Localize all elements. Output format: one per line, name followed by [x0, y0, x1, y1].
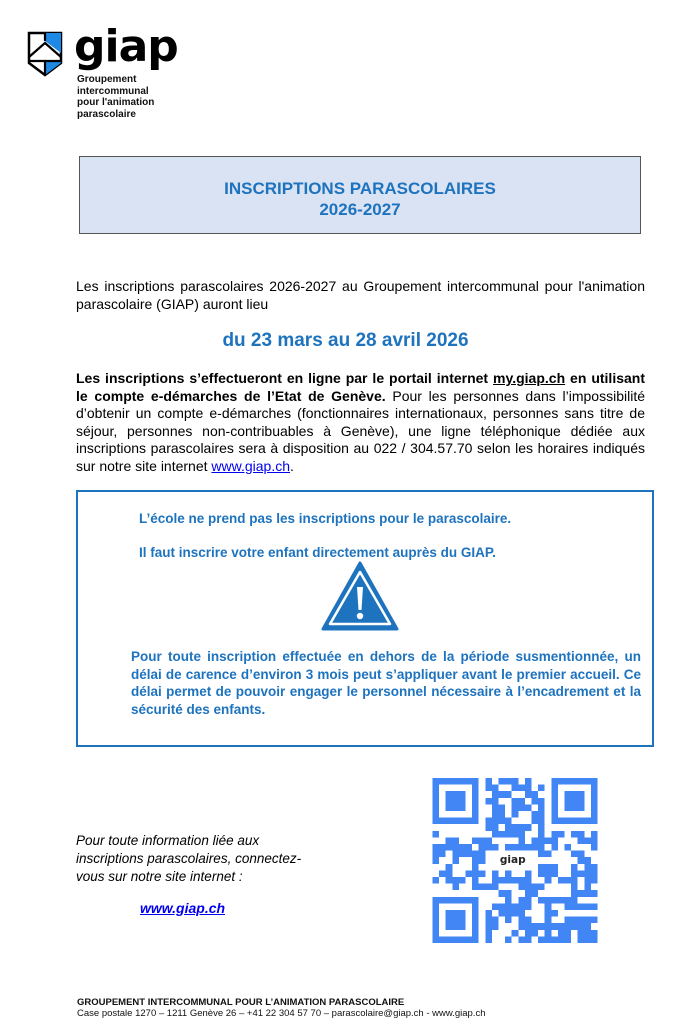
qr-module — [565, 930, 572, 937]
qr-module — [466, 844, 473, 851]
qr-module — [492, 798, 499, 805]
qr-module — [472, 837, 479, 844]
qr-module — [518, 785, 525, 792]
qr-module — [439, 844, 446, 851]
main-text-end: . — [290, 457, 294, 474]
qr-module — [532, 818, 539, 825]
qr-module — [452, 844, 459, 851]
qr-module — [512, 831, 519, 838]
qr-module — [439, 851, 446, 858]
qr-module — [525, 870, 532, 877]
my-giap-link[interactable]: my.giap.ch — [493, 370, 566, 386]
qr-module — [551, 844, 558, 851]
page-title-year: 2026-2027 — [319, 200, 401, 219]
main-paragraph — [76, 370, 645, 475]
qr-module — [584, 923, 591, 930]
info-line: Pour toute information liée aux — [76, 833, 260, 848]
qr-module — [591, 870, 598, 877]
qr-module — [459, 851, 466, 858]
qr-module — [525, 917, 532, 924]
qr-module — [571, 884, 578, 891]
qr-module — [525, 804, 532, 811]
qr-module — [452, 877, 459, 884]
qr-module — [591, 831, 598, 838]
qr-module — [578, 923, 585, 930]
qr-module — [492, 791, 499, 798]
qr-module — [578, 837, 585, 844]
qr-module — [446, 870, 453, 877]
qr-module — [505, 877, 512, 884]
qr-module — [558, 877, 565, 884]
qr-module — [492, 917, 499, 924]
qr-module — [538, 831, 545, 838]
qr-module — [479, 884, 486, 891]
qr-module — [492, 818, 499, 825]
footer-organisation: GROUPEMENT INTERCOMMUNAL POUR L’ANIMATION PARASCOLAIRE — [77, 997, 405, 1008]
qr-module — [558, 930, 565, 937]
qr-module — [551, 870, 558, 877]
qr-module — [545, 917, 552, 924]
qr-module — [571, 897, 578, 904]
qr-module — [532, 844, 539, 851]
qr-module — [525, 785, 532, 792]
qr-module — [565, 917, 572, 924]
qr-module — [591, 877, 598, 884]
qr-module — [505, 824, 512, 831]
qr-module — [538, 864, 545, 871]
qr-module — [492, 804, 499, 811]
qr-module — [565, 877, 572, 884]
logo-subtitle-line: pour l'animation — [77, 97, 155, 108]
qr-module — [505, 903, 512, 910]
qr-module — [512, 804, 519, 811]
qr-module — [512, 910, 519, 917]
qr-module — [538, 851, 545, 858]
qr-module — [532, 811, 539, 818]
qr-module — [591, 917, 598, 924]
qr-module — [538, 824, 545, 831]
qr-module — [538, 798, 545, 805]
notice-line-giap: Il faut inscrire votre enfant directement auprès du GIAP. — [139, 545, 496, 560]
qr-module — [485, 824, 492, 831]
qr-module — [512, 811, 519, 818]
qr-module — [591, 844, 598, 851]
qr-module — [485, 837, 492, 844]
qr-module — [532, 890, 539, 897]
qr-module — [545, 923, 552, 930]
qr-module — [538, 785, 545, 792]
qr-module — [525, 791, 532, 798]
qr-module — [433, 851, 440, 858]
qr-module — [571, 864, 578, 871]
qr-module — [584, 936, 591, 943]
qr-module — [518, 917, 525, 924]
footer-contact: Case postale 1270 – 1211 Genève 26 – +41 22 304 57 70 – parascolaire@giap.ch - www.giap.ch — [77, 1008, 486, 1019]
qr-module — [518, 923, 525, 930]
qr-module — [512, 778, 519, 785]
qr-module — [472, 857, 479, 864]
qr-module — [525, 936, 532, 943]
info-line: vous sur notre site internet : — [76, 869, 243, 884]
qr-module — [485, 923, 492, 930]
qr-module — [578, 917, 585, 924]
qr-module — [584, 870, 591, 877]
qr-module — [545, 910, 552, 917]
qr-module — [571, 890, 578, 897]
qr-module — [578, 831, 585, 838]
notice-paragraph: Pour toute inscription effectuée en dehors de la période susmentionnée, un délai de carence d’environ 3 mois peut s’appliquer avant le premier accueil. Ce délai permet de pouvoir engager le personnel nécessaire à l’encadrement et la sécurité des enfants. — [131, 649, 641, 717]
logo-subtitle-line: intercommunal — [77, 85, 149, 97]
qr-module — [578, 851, 585, 858]
qr-module — [538, 936, 545, 943]
qr-module — [499, 890, 506, 897]
qr-module — [512, 877, 519, 884]
qr-module — [525, 923, 532, 930]
qr-module — [545, 903, 552, 910]
qr-module — [545, 930, 552, 937]
qr-module — [505, 778, 512, 785]
qr-module — [499, 811, 506, 818]
qr-module — [584, 884, 591, 891]
qr-module — [525, 890, 532, 897]
qr-module — [518, 798, 525, 805]
qr-module — [512, 844, 519, 851]
qr-module — [505, 910, 512, 917]
qr-module — [584, 890, 591, 897]
qr-module — [565, 897, 572, 904]
qr-module — [558, 897, 565, 904]
logo-subtitle — [77, 74, 154, 120]
qr-module — [452, 837, 459, 844]
qr-module — [584, 877, 591, 884]
qr-finder-center — [446, 791, 466, 811]
info-line: inscriptions parascolaires, connectez- — [76, 851, 302, 866]
qr-module — [479, 857, 486, 864]
page-title: INSCRIPTIONS PARASCOLAIRES — [224, 179, 496, 198]
logo-subtitle-line: Groupement — [77, 74, 137, 85]
qr-module — [466, 851, 473, 858]
qr-module — [512, 930, 519, 937]
qr-module — [538, 884, 545, 891]
qr-module — [545, 864, 552, 871]
qr-module — [479, 851, 486, 858]
qr-code[interactable] — [430, 778, 600, 943]
footer — [77, 997, 485, 1019]
qr-module — [532, 884, 539, 891]
qr-module — [551, 936, 558, 943]
qr-module — [578, 857, 585, 864]
main-bold-text: Les inscriptions s’effectueront en ligne par le portail internet — [76, 370, 494, 386]
qr-module — [571, 870, 578, 877]
qr-module — [525, 884, 532, 891]
qr-module — [518, 936, 525, 943]
qr-module — [518, 897, 525, 904]
qr-module — [512, 824, 519, 831]
title-box — [79, 156, 641, 234]
qr-module — [452, 884, 459, 891]
qr-module — [525, 897, 532, 904]
qr-module — [584, 930, 591, 937]
qr-module — [545, 837, 552, 844]
qr-module — [492, 923, 499, 930]
qr-module — [446, 864, 453, 871]
qr-module — [518, 837, 525, 844]
qr-module — [551, 837, 558, 844]
info-website-link[interactable]: www.giap.ch — [140, 900, 226, 916]
qr-module — [525, 903, 532, 910]
qr-module — [525, 824, 532, 831]
qr-module — [571, 877, 578, 884]
qr-module — [485, 818, 492, 825]
qr-module — [538, 897, 545, 904]
qr-module — [591, 903, 598, 910]
qr-module — [472, 864, 479, 871]
warning-icon — [320, 560, 400, 632]
qr-module — [446, 877, 453, 884]
qr-module — [545, 877, 552, 884]
qr-module — [492, 884, 499, 891]
qr-module — [518, 844, 525, 851]
qr-module — [505, 831, 512, 838]
qr-module — [545, 897, 552, 904]
qr-module — [591, 837, 598, 844]
qr-module — [505, 917, 512, 924]
qr-module — [492, 844, 499, 851]
qr-module — [558, 923, 565, 930]
qr-module — [452, 857, 459, 864]
qr-module — [532, 837, 539, 844]
qr-module — [505, 890, 512, 897]
qr-module — [485, 778, 492, 785]
qr-module — [584, 857, 591, 864]
giap-logo-wordmark: giap — [74, 21, 178, 72]
qr-module — [505, 870, 512, 877]
qr-module — [499, 791, 506, 798]
logo-subtitle-line: parascolaire — [77, 108, 136, 120]
qr-module — [551, 910, 558, 917]
qr-module — [565, 903, 572, 910]
qr-module — [571, 851, 578, 858]
qr-module — [551, 923, 558, 930]
qr-module — [565, 936, 572, 943]
qr-module — [551, 831, 558, 838]
qr-module — [565, 844, 572, 851]
qr-module — [565, 923, 572, 930]
qr-module — [499, 778, 506, 785]
qr-module — [518, 903, 525, 910]
qr-module — [433, 877, 440, 884]
qr-module — [472, 884, 479, 891]
qr-module — [584, 903, 591, 910]
qr-module — [499, 831, 506, 838]
qr-module — [518, 831, 525, 838]
main-bold-text-2: en utilisant le compte e-démarches de l’Etat de Genève. — [76, 370, 645, 404]
qr-module — [538, 811, 545, 818]
qr-module — [479, 870, 486, 877]
qr-module — [584, 837, 591, 844]
qr-module — [518, 910, 525, 917]
qr-module — [538, 818, 545, 825]
qr-module — [505, 936, 512, 943]
registration-dates: du 23 mars au 28 avril 2026 — [222, 330, 469, 351]
qr-module — [532, 791, 539, 798]
qr-module — [578, 930, 585, 937]
qr-module — [518, 877, 525, 884]
qr-module — [433, 831, 440, 838]
qr-module — [492, 824, 499, 831]
qr-module — [538, 837, 545, 844]
qr-module — [512, 903, 519, 910]
qr-module — [433, 857, 440, 864]
qr-module — [485, 936, 492, 943]
qr-module — [538, 923, 545, 930]
qr-module — [538, 844, 545, 851]
qr-module — [525, 930, 532, 937]
qr-module — [492, 903, 499, 910]
qr-module — [512, 785, 519, 792]
qr-module — [472, 851, 479, 858]
qr-finder-center — [565, 791, 585, 811]
qr-module — [571, 923, 578, 930]
qr-module — [439, 870, 446, 877]
qr-module — [505, 897, 512, 904]
qr-module — [578, 890, 585, 897]
qr-module — [532, 923, 539, 930]
qr-module — [492, 785, 499, 792]
qr-module — [518, 804, 525, 811]
qr-module — [571, 903, 578, 910]
qr-module — [532, 798, 539, 805]
qr-module — [525, 778, 532, 785]
qr-module — [472, 877, 479, 884]
qr-module — [492, 870, 499, 877]
qr-module — [518, 824, 525, 831]
qr-module — [479, 837, 486, 844]
qr-module — [499, 818, 506, 825]
giap-website-link[interactable]: www.giap.ch — [211, 457, 290, 474]
main-text: Pour les personnes dans l’impossibilité d’obtenir un compte e-démarches (fonctionnaires internationaux, personnes sans titre de séjour, personnes non-contribuables à Genève), une ligne téléphonique dédiée aux inscriptions parascolaires sera à disposition au 022 / 304.57.70 selon les horaires indiqués sur notre site internet — [76, 387, 645, 474]
qr-finder-center — [446, 910, 466, 930]
qr-module — [571, 831, 578, 838]
qr-module — [499, 910, 506, 917]
qr-module — [505, 791, 512, 798]
qr-module — [591, 936, 598, 943]
qr-module — [578, 870, 585, 877]
qr-module — [518, 884, 525, 891]
qr-module — [551, 897, 558, 904]
qr-module — [591, 864, 598, 871]
qr-module — [485, 910, 492, 917]
qr-module — [492, 831, 499, 838]
qr-module — [558, 831, 565, 838]
qr-module — [591, 930, 598, 937]
qr-module — [512, 798, 519, 805]
qr-module — [545, 870, 552, 877]
giap-logo-shield — [27, 31, 63, 77]
qr-module — [578, 903, 585, 910]
qr-module — [551, 864, 558, 871]
qr-module — [492, 811, 499, 818]
qr-module — [571, 917, 578, 924]
qr-module — [591, 890, 598, 897]
intro-paragraph: Les inscriptions parascolaires 2026-2027 au Groupement intercommunal pour l'animation parascolaire (GIAP) auront lieu — [76, 278, 645, 312]
qr-module — [466, 870, 473, 877]
qr-module — [545, 936, 552, 943]
qr-module — [505, 844, 512, 851]
qr-module — [538, 870, 545, 877]
qr-module — [558, 936, 565, 943]
qr-module — [433, 844, 440, 851]
notice-line-school: L’école ne prend pas les inscriptions pour le parascolaire. — [139, 511, 512, 526]
info-text — [76, 832, 301, 886]
qr-module — [479, 844, 486, 851]
qr-module — [584, 917, 591, 924]
qr-module — [545, 851, 552, 858]
qr-module — [485, 844, 492, 851]
qr-module — [525, 877, 532, 884]
qr-module — [532, 930, 539, 937]
qr-logo-label: giap — [499, 854, 526, 867]
qr-module — [459, 844, 466, 851]
qr-module — [485, 798, 492, 805]
qr-module — [472, 870, 479, 877]
qr-module — [485, 917, 492, 924]
qr-module — [578, 936, 585, 943]
qr-module — [499, 903, 506, 910]
qr-module — [446, 837, 453, 844]
qr-module — [584, 864, 591, 871]
qr-module — [499, 877, 506, 884]
qr-module — [485, 884, 492, 891]
qr-module — [499, 804, 506, 811]
qr-module — [525, 844, 532, 851]
qr-module — [538, 804, 545, 811]
qr-module — [492, 877, 499, 884]
qr-module — [485, 930, 492, 937]
qr-module — [452, 851, 459, 858]
qr-module — [485, 785, 492, 792]
qr-module — [446, 844, 453, 851]
qr-module — [459, 877, 466, 884]
qr-module — [505, 818, 512, 825]
